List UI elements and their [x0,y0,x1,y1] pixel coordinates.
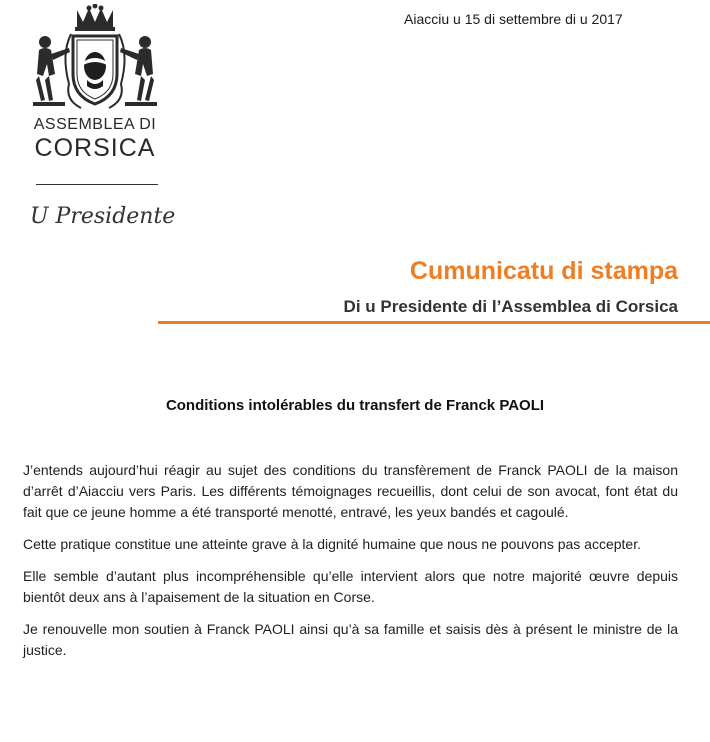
logo-divider [36,184,158,185]
president-signature: U Presidente [30,204,176,229]
document-date: Aiacciu u 15 di settembre di u 2017 [404,11,623,27]
coat-of-arms-icon [25,4,165,114]
body-paragraph: Cette pratique constitue une atteinte grave à la dignité humaine que nous ne pouvons pas accepter. [23,536,641,552]
article-headline: Conditions intolérables du transfert de Franck PAOLI [165,397,545,414]
logo-text-line2: CORSICA [34,134,156,162]
article-body [23,460,678,672]
header-divider [158,321,710,324]
body-paragraph: J’entends aujourd’hui réagir au sujet des conditions du transfèrement de Franck PAOLI de la maison d’arrêt d’Aiacciu vers Paris. Les différents témoignages recueillis, dont celui de son avocat, font état du fait que ce jeune homme a été transporté menotté, entravé, les yeux bandés et cagoulé. [23,462,678,520]
press-release-subtitle: Di u Presidente di l’Assemblea di Corsica [343,297,678,316]
body-paragraph: Elle semble d’autant plus incompréhensible qu’elle intervient alors que notre majorité œuvre depuis bientôt deux ans à l’apaisement de la situation en Corse. [23,568,678,605]
logo-text-line1: ASSEMBLEA DI [33,116,157,133]
assembly-logo [22,4,168,162]
body-paragraph: Je renouvelle mon soutien à Franck PAOLI ainsi qu’à sa famille et saisis dès à présent le ministre de la justice. [23,621,678,658]
press-release-title: Cumunicatu di stampa [409,257,678,285]
